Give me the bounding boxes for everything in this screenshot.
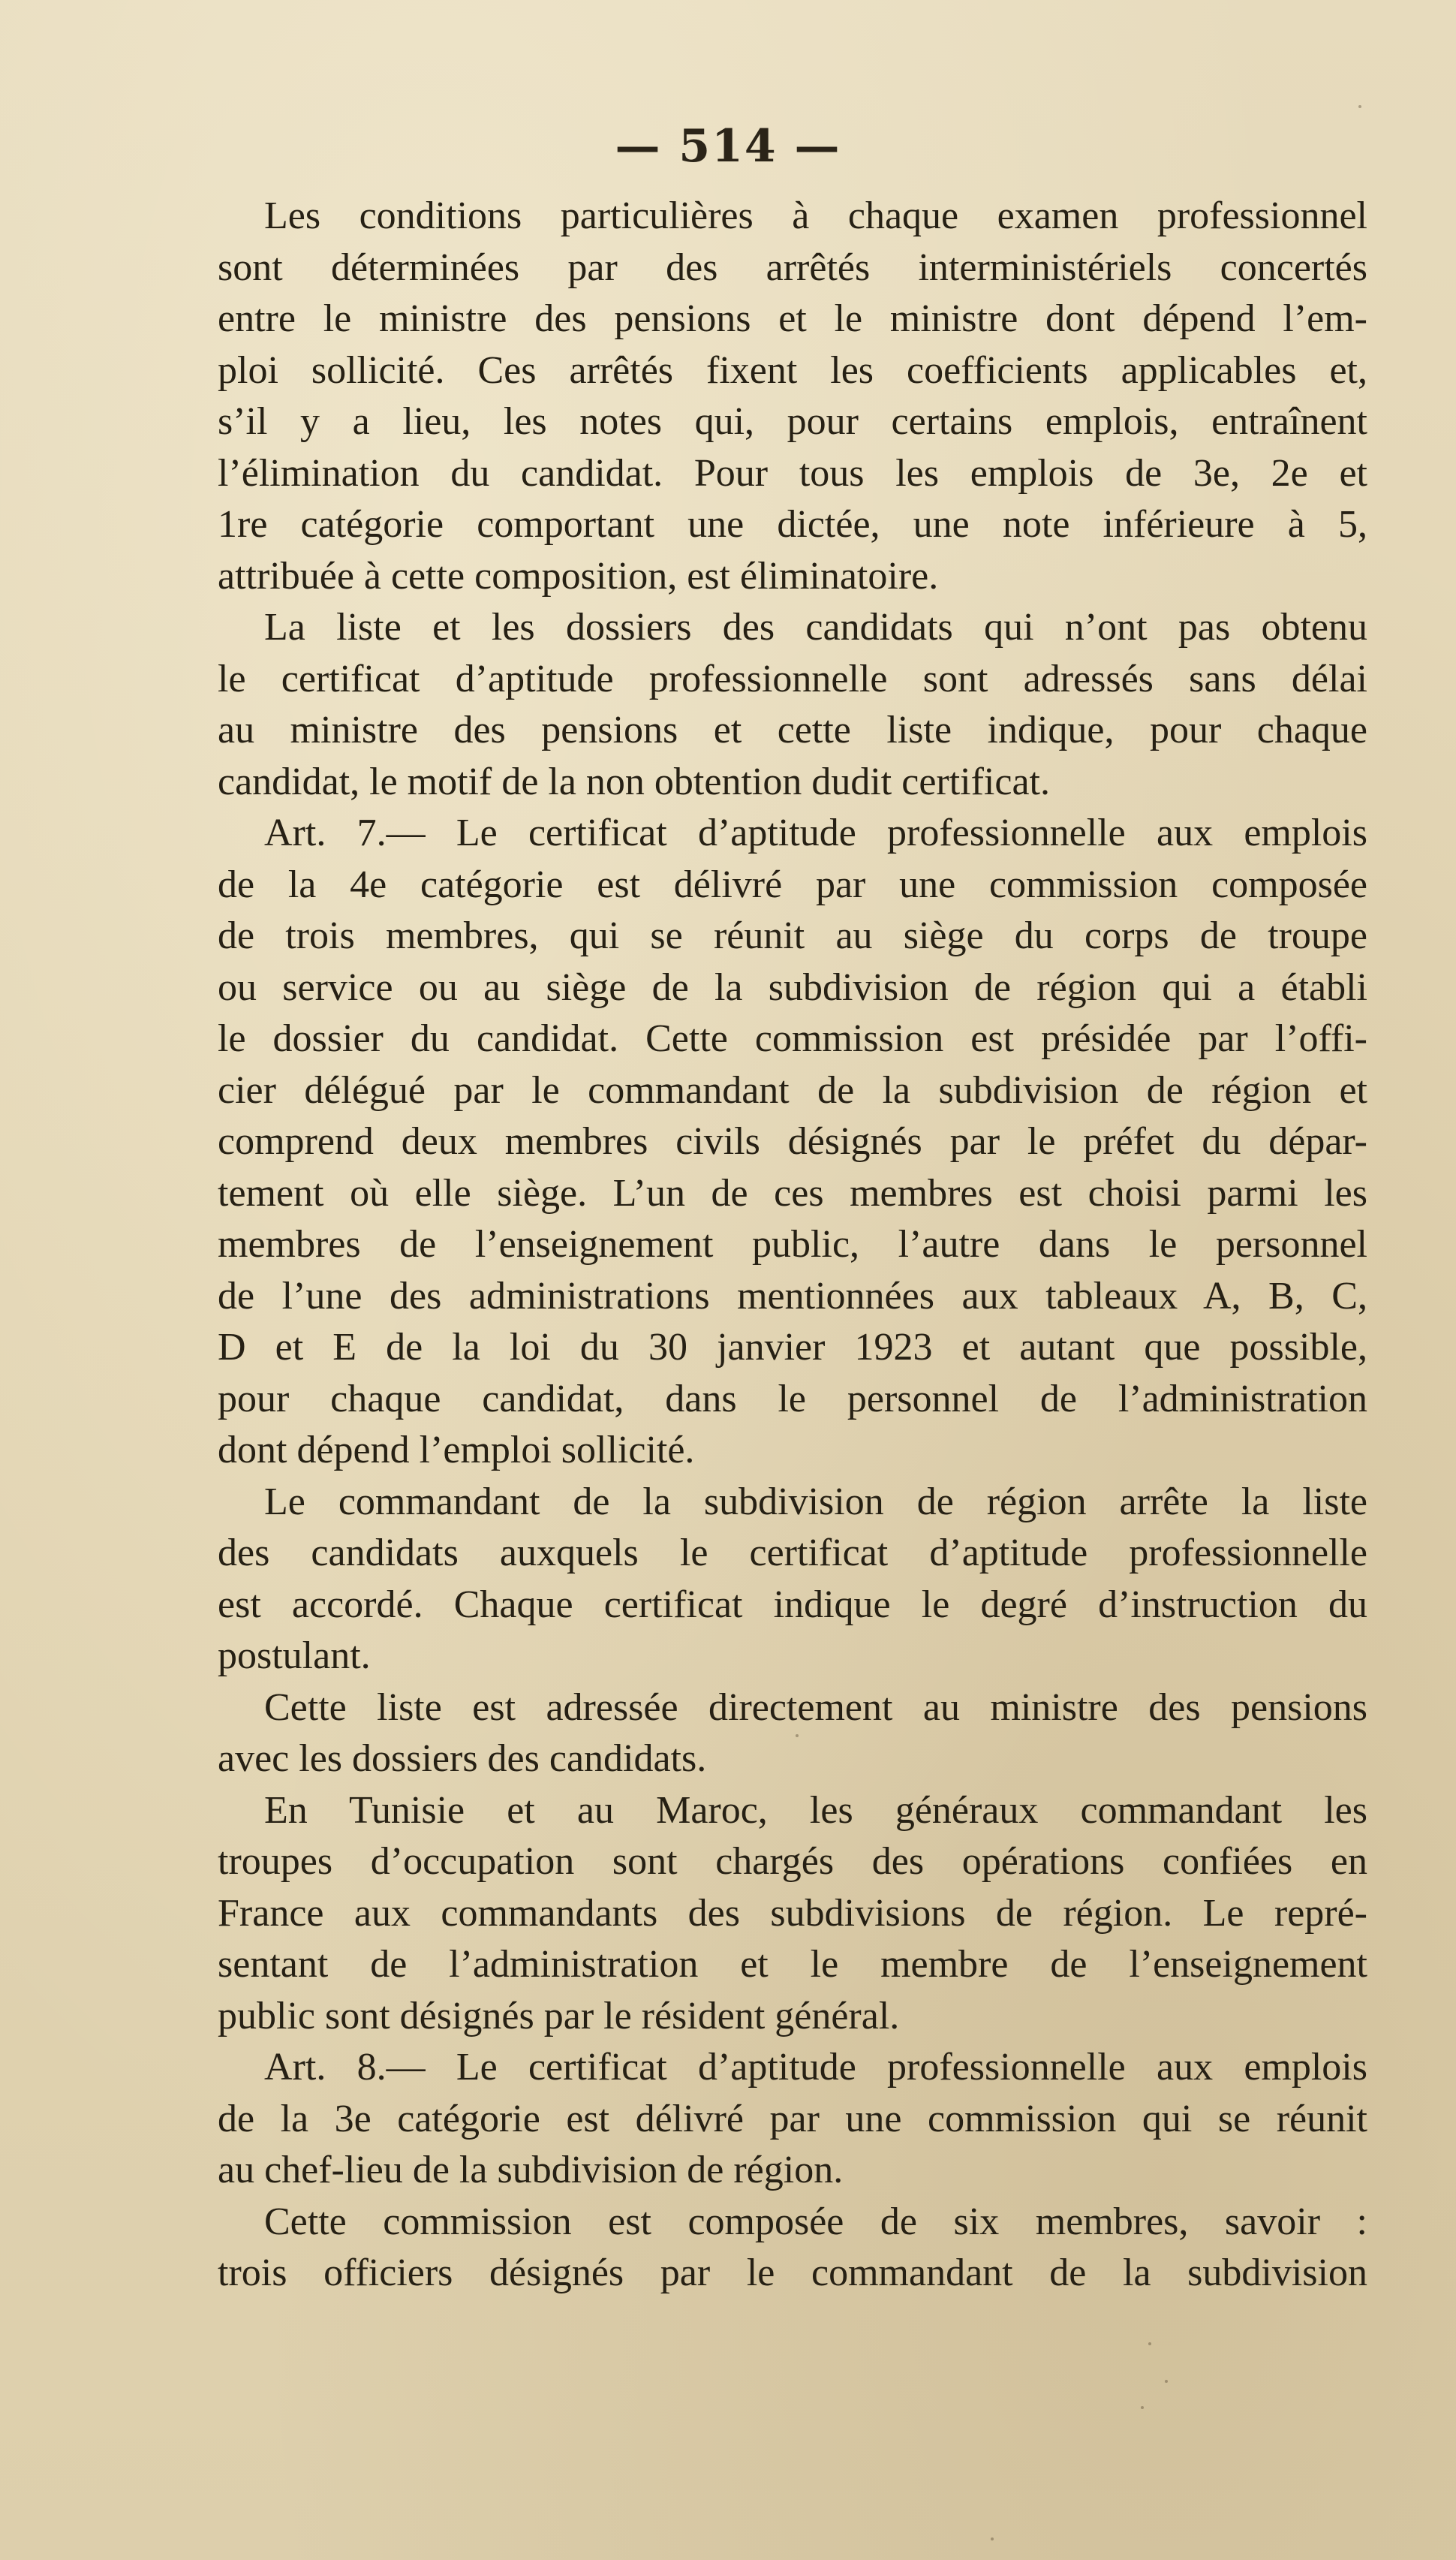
paragraph xyxy=(218,808,1367,1477)
text-line: Les conditions particulières à chaque examen professionnel xyxy=(264,194,1367,237)
text-line: Le commandant de la subdivision de région arrête la liste xyxy=(264,1480,1367,1523)
body-text xyxy=(218,191,1367,2299)
text-line: ou service ou au siège de la subdivision de région qui a établi xyxy=(218,965,1367,1009)
text-line: Cette liste est adressée directement au ministre des pensions xyxy=(264,1685,1367,1729)
paragraph xyxy=(218,191,1367,602)
paragraph xyxy=(218,1477,1367,1682)
text-line: troupes d’occupation sont chargés des opérations confiées en xyxy=(218,1840,1367,1883)
text-line: La liste et les dossiers des candidats qui n’ont pas obtenu xyxy=(264,606,1367,649)
text-line: des candidats auxquels le certificat d’aptitude professionnelle xyxy=(218,1531,1367,1574)
text-line: dont dépend l’emploi sollicité. xyxy=(218,1429,695,1471)
text-line: cier délégué par le commandant de la subdivision de région et xyxy=(218,1068,1367,1112)
text-line: Art. 7.— Le certificat d’aptitude professionnelle aux emplois xyxy=(264,812,1367,854)
page-number: — 514 — xyxy=(615,120,841,173)
text-line: au ministre des pensions et cette liste indique, pour chaque xyxy=(218,709,1367,751)
text-line: s’il y a lieu, les notes qui, pour certains emplois, entraînent xyxy=(218,400,1367,443)
paragraph xyxy=(218,1682,1367,1785)
text-line: le dossier du candidat. Cette commission est présidée par l’offi- xyxy=(218,1017,1367,1060)
text-line: postulant. xyxy=(218,1634,371,1677)
text-line: tement où elle siège. L’un de ces membres est choisi parmi les xyxy=(218,1171,1367,1215)
text-line: trois officiers désignés par le commandant de la subdivision xyxy=(218,2251,1367,2294)
text-line: 1re catégorie comportant une dictée, une note inférieure à 5, xyxy=(218,503,1367,546)
text-line: entre le ministre des pensions et le ministre dont dépend l’em- xyxy=(218,297,1367,340)
text-line: de la 3e catégorie est délivré par une commission qui se réunit xyxy=(218,2097,1367,2140)
text-line: attribuée à cette composition, est éliminatoire. xyxy=(218,554,939,598)
text-line: pour chaque candidat, dans le personnel de l’administration xyxy=(218,1377,1367,1420)
text-line: comprend deux membres civils désignés par le préfet du dépar- xyxy=(218,1120,1367,1163)
paragraph xyxy=(218,2197,1367,2299)
text-line: est accordé. Chaque certificat indique le degré d’instruction du xyxy=(218,1583,1367,1626)
text-line: le certificat d’aptitude professionnelle sont adressés sans délai xyxy=(218,657,1367,700)
text-line: D et E de la loi du 30 janvier 1923 et autant que possible, xyxy=(218,1326,1367,1369)
text-line: Cette commission est composée de six membres, savoir : xyxy=(264,2200,1367,2243)
text-line: avec les dossiers des candidats. xyxy=(218,1737,707,1780)
text-line: au chef-lieu de la subdivision de région. xyxy=(218,2149,844,2191)
text-line: sont déterminées par des arrêtés interministériels concertés xyxy=(218,245,1367,289)
text-line: l’élimination du candidat. Pour tous les emplois de 3e, 2e et xyxy=(218,451,1367,495)
paragraph xyxy=(218,2042,1367,2197)
paragraph xyxy=(218,602,1367,808)
text-line: de l’une des administrations mentionnées aux tableaux A, B, C, xyxy=(218,1274,1367,1318)
text-line: sentant de l’administration et le membre de l’enseignement xyxy=(218,1943,1367,1986)
text-line: Art. 8.— Le certificat d’aptitude professionnelle aux emplois xyxy=(264,2046,1367,2089)
text-line: public sont désignés par le résident général. xyxy=(218,1994,900,2037)
text-line: ploi sollicité. Ces arrêtés fixent les coefficients applicables et, xyxy=(218,348,1367,392)
text-line: de trois membres, qui se réunit au siège du corps de troupe xyxy=(218,914,1367,957)
paragraph xyxy=(218,1785,1367,2043)
text-line: membres de l’enseignement public, l’autre dans le personnel xyxy=(218,1223,1367,1266)
text-line: de la 4e catégorie est délivré par une commission composée xyxy=(218,863,1367,906)
text-line: candidat, le motif de la non obtention dudit certificat. xyxy=(218,760,1050,803)
text-line: En Tunisie et au Maroc, les généraux commandant les xyxy=(264,1788,1367,1832)
text-line: France aux commandants des subdivisions de région. Le repré- xyxy=(218,1891,1367,1935)
